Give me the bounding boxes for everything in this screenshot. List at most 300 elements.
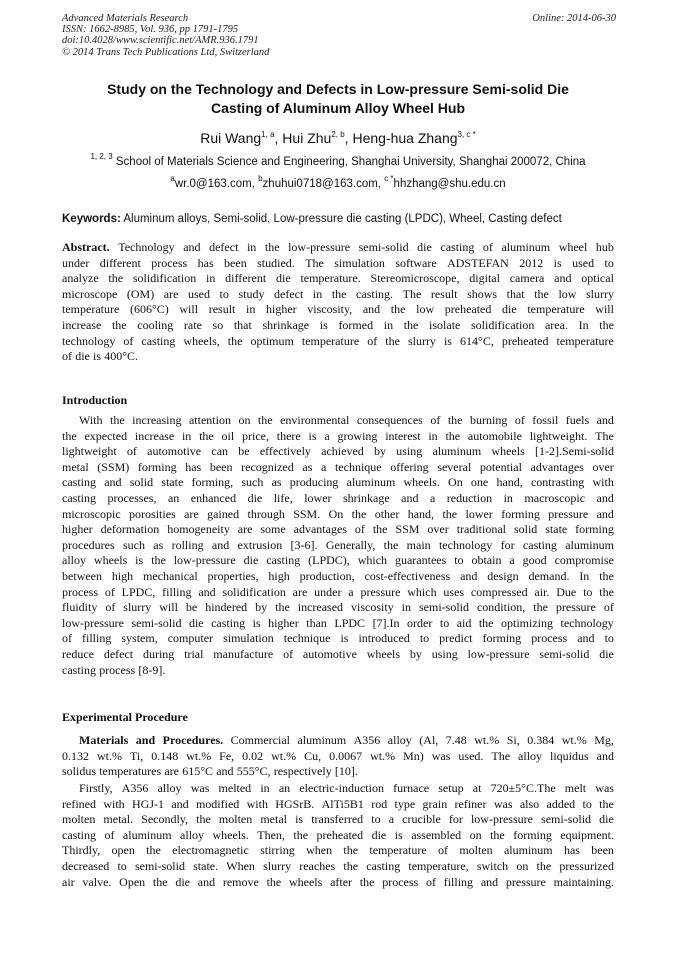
word: alloy (180, 827, 205, 842)
text-line (62, 475, 614, 491)
word: on (238, 413, 251, 427)
word: Abstract. (62, 240, 110, 254)
word: LPDC (334, 615, 366, 630)
word: when (306, 843, 333, 858)
word: the (151, 553, 166, 568)
word: achieved (321, 444, 364, 459)
word: grain (422, 796, 448, 811)
word: is (319, 317, 328, 332)
word: Commercial (230, 733, 290, 747)
author-sep: , (274, 130, 283, 146)
email-address[interactable]: zhuhui0718@163.com, (262, 178, 385, 190)
word: to (454, 553, 464, 568)
word: low-pressure (62, 615, 124, 630)
word: refined (62, 796, 96, 811)
word: preheated (501, 333, 549, 348)
word: will (179, 302, 199, 317)
word: the (196, 812, 211, 827)
word: LPDC, (121, 584, 156, 599)
word: forming (501, 506, 540, 521)
word: liquidus (550, 748, 589, 763)
word: be (238, 444, 250, 459)
word: solidus (62, 764, 97, 779)
text-line (62, 349, 614, 365)
text-line (62, 413, 614, 429)
text-line (62, 585, 614, 601)
word: remove (222, 874, 259, 889)
section-heading-experimental: Experimental Procedure (62, 710, 188, 724)
word: HGSrB. (275, 796, 315, 811)
word: forming, (191, 475, 234, 490)
word: hand, (496, 475, 523, 490)
word: the (108, 271, 124, 286)
word: with (246, 796, 268, 811)
word: that (506, 286, 525, 301)
word: temperature. (300, 271, 361, 286)
word: With (79, 413, 103, 427)
word: modified (195, 796, 240, 811)
word: molten (218, 812, 253, 827)
word: will (595, 302, 614, 317)
word: in (181, 428, 192, 443)
word: The (402, 286, 422, 301)
word: hub (595, 240, 614, 254)
word: Si, (506, 733, 520, 747)
online-date: Online: 2014-06-30 (532, 13, 616, 24)
word: the (199, 428, 214, 443)
word: temperature (556, 333, 614, 348)
word: type (394, 796, 416, 811)
word: of (514, 413, 525, 427)
word: slurry (123, 600, 152, 615)
word: casting (266, 553, 301, 568)
author-name: Rui Wang (200, 130, 262, 146)
text-line (62, 764, 614, 780)
word: homogeneity (167, 522, 230, 537)
word: a (509, 553, 515, 568)
word: (Al, (419, 733, 439, 747)
text-line (62, 875, 614, 891)
word: traditional (456, 522, 507, 537)
word: fuels (565, 413, 590, 427)
affiliation-text: School of Materials Science and Engineering, Shanghai University, Shanghai 200072, China (112, 156, 586, 168)
word: obtain (471, 553, 502, 568)
word: is (340, 631, 349, 646)
word: lightweight. (529, 428, 588, 443)
word: to (583, 584, 593, 599)
word: microscopic (62, 506, 121, 521)
word: the (62, 428, 77, 443)
journal-doi[interactable]: doi:10.4028/www.scientific.net/AMR.936.1791 (62, 35, 259, 47)
word: the (111, 317, 127, 332)
word: reduce (62, 646, 94, 661)
word: and (211, 537, 230, 552)
word: temperature (62, 302, 120, 317)
word: viscosity, (307, 302, 353, 317)
word: under (314, 584, 342, 599)
word: formed (338, 317, 374, 332)
word: metal. (103, 812, 134, 827)
title-line: Study on the Technology and Defects in Low-pressure Semi-solid Die (107, 81, 569, 97)
word: defect (274, 286, 304, 301)
word: to (371, 812, 381, 827)
word: was (190, 781, 210, 795)
word: die (502, 302, 517, 317)
word: die (599, 812, 614, 827)
word: casting (62, 475, 96, 490)
word: forming (575, 522, 614, 537)
word: 615°C (182, 764, 214, 779)
word: enhanced (190, 490, 237, 505)
word: wheels (366, 646, 401, 661)
word: environmental (280, 413, 350, 427)
word: 0.148 (151, 748, 179, 763)
word: in (205, 271, 216, 286)
introduction-paragraph (62, 413, 614, 678)
word: forming (513, 827, 552, 842)
word: process (151, 255, 188, 270)
word: [7].In (372, 615, 400, 630)
word: air. (534, 584, 550, 599)
word: Due (556, 584, 577, 599)
word: refiner (454, 796, 487, 811)
word: alloy (157, 781, 182, 795)
word: of (438, 843, 448, 858)
word: semi-solid (539, 646, 590, 661)
word: wt.% (370, 748, 396, 763)
word: casting (440, 240, 475, 254)
word: technology (438, 537, 493, 552)
word: system, (121, 631, 158, 646)
word: Stereomicroscope, (370, 271, 460, 286)
paper-title (62, 80, 614, 118)
word: the (264, 240, 280, 254)
word: forming (137, 459, 177, 474)
word: such (241, 475, 264, 490)
word: decreased (62, 858, 110, 873)
word: preheated (444, 302, 492, 317)
word: state (545, 522, 568, 537)
word: molten (459, 843, 493, 858)
word: technology (62, 333, 116, 348)
word: pressure (548, 506, 589, 521)
word: contrasting (530, 475, 585, 490)
word: forming (482, 631, 522, 646)
word: in (383, 317, 394, 332)
word: using (396, 444, 423, 459)
text-line (62, 491, 614, 507)
word: for (448, 812, 463, 827)
word: temperature (301, 333, 360, 348)
word: assembled (411, 827, 462, 842)
word: filling (82, 631, 112, 646)
word: used. (458, 748, 484, 763)
word: is (308, 428, 317, 443)
keywords-text: Aluminum alloys, Semi-solid, Low-pressure die casting (LPDC), Wheel, Casting defect (120, 213, 562, 225)
word: is (252, 615, 261, 630)
word: consequences (356, 413, 423, 427)
word: of (354, 522, 365, 537)
word: on (469, 827, 482, 842)
word: state. (193, 858, 219, 873)
word: are (184, 506, 199, 521)
word: melt (564, 781, 587, 795)
word: die (188, 615, 204, 630)
text-line (62, 843, 614, 859)
word: simulation (334, 255, 385, 270)
word: low-pressure (288, 240, 351, 254)
affiliation (62, 152, 614, 170)
word: wheels. (403, 475, 440, 490)
word: by (255, 600, 268, 615)
word: casting (141, 333, 176, 348)
word: advantages (530, 459, 584, 474)
word: crucible (402, 812, 441, 827)
text-line (62, 256, 614, 272)
word: aluminum (565, 537, 614, 552)
word: Mn) (403, 748, 424, 763)
text-line (62, 859, 614, 875)
word: setup (438, 781, 464, 795)
word: analyze (62, 271, 99, 286)
word: processes, (107, 490, 157, 505)
word: of (482, 240, 493, 254)
word: has (563, 843, 580, 858)
word: as (153, 537, 164, 552)
word: high (111, 568, 134, 583)
text-line (62, 302, 614, 318)
word: process (382, 874, 419, 889)
word: study (238, 286, 265, 301)
word: in (312, 286, 323, 301)
word: result (430, 286, 458, 301)
email-address[interactable]: wr.0@163.com, (174, 178, 259, 190)
word: which (357, 553, 388, 568)
word: and (198, 584, 216, 599)
word: the (447, 413, 463, 427)
word: casting (366, 858, 401, 873)
word: rolling (171, 537, 204, 552)
author-name: Heng-hua Zhang (352, 130, 458, 146)
text-line (62, 828, 614, 844)
word: (606°C) (129, 302, 169, 317)
word: computer (167, 631, 214, 646)
word: are (163, 286, 179, 301)
word: will (159, 600, 178, 615)
word: than (306, 615, 327, 630)
word: isolate (429, 317, 461, 332)
word: 0.384 (527, 733, 555, 747)
word: alloy (518, 748, 543, 763)
word: extrusion (237, 537, 283, 552)
word: of (62, 349, 72, 364)
word: recognized (241, 459, 294, 474)
journal-header (62, 13, 422, 58)
word: SSM (395, 522, 420, 537)
word: [3-6]. (290, 537, 318, 552)
word: of (104, 827, 115, 842)
word: When (226, 858, 255, 873)
word: is (93, 349, 102, 364)
word: can (211, 444, 229, 459)
word: was (595, 781, 614, 795)
word: a (348, 584, 354, 599)
word: ADSTEFAN (447, 255, 509, 270)
word: HGJ-1 (131, 796, 164, 811)
word: Materials (79, 733, 129, 747)
word: 2012 (519, 255, 544, 270)
word: 614°C, (460, 333, 494, 348)
word: added (546, 796, 576, 811)
word: lower (304, 490, 332, 505)
word: and (596, 506, 614, 521)
text-line (62, 781, 614, 797)
word: Generally, (325, 537, 376, 552)
word: electromagnetic (172, 843, 249, 858)
word: alloy (62, 553, 86, 568)
text-line (62, 631, 614, 647)
word: respectively (273, 764, 332, 779)
journal-copyright: © 2014 Trans Tech Publications Ltd, Switzerland (62, 46, 270, 58)
word: 0.02 (242, 748, 264, 763)
word: rod (371, 796, 388, 811)
word: during (142, 646, 175, 661)
word: condition, (476, 600, 526, 615)
word: are (292, 584, 308, 599)
text-line (62, 429, 614, 445)
word: for (500, 537, 515, 552)
journal-issn: ISSN: 1662-8985, Vol. 936, pp 1791-1795 (62, 24, 239, 36)
word: open (111, 843, 135, 858)
word: pressure (555, 600, 596, 615)
word: state (161, 475, 184, 490)
word: price, (242, 428, 269, 443)
word: mechanical (143, 568, 198, 583)
word: under (62, 255, 90, 270)
word: low-pressure (467, 646, 530, 661)
word: to (582, 796, 592, 811)
word: wt.% (186, 748, 212, 763)
word: and (362, 302, 381, 317)
word: the (343, 858, 359, 873)
word: to (604, 631, 614, 646)
word: of (62, 631, 72, 646)
word: over (592, 459, 614, 474)
word: wt.% (96, 748, 122, 763)
word: between (62, 568, 102, 583)
word: result (208, 302, 236, 317)
word: (SSM) (97, 459, 130, 474)
word: higher (268, 615, 299, 630)
word: solidification (222, 584, 286, 599)
word: several (437, 459, 472, 474)
author-sep: , (344, 130, 353, 146)
word: Technology (118, 240, 175, 254)
word: is (553, 255, 562, 270)
word: and (596, 413, 614, 427)
word: is (443, 333, 452, 348)
text-line (62, 507, 614, 523)
author-sup: 2, b (331, 130, 345, 139)
word: potential (479, 459, 522, 474)
word: properties, (207, 568, 259, 583)
word: casting. (356, 286, 394, 301)
word: On (448, 475, 463, 490)
word: optical (581, 271, 614, 286)
word: Fe, (219, 748, 235, 763)
word: of (104, 584, 115, 599)
word: been (591, 843, 614, 858)
word: metal (260, 812, 287, 827)
word: pressure (505, 874, 546, 889)
word: and (135, 733, 156, 747)
text-line (62, 522, 614, 538)
word: low (558, 286, 577, 301)
word: In (579, 568, 590, 583)
word: fossil (532, 413, 559, 427)
word: aid (456, 615, 472, 630)
word: digital (469, 271, 500, 286)
word: filling (162, 584, 192, 599)
word: camera (509, 271, 545, 286)
word: and (554, 271, 572, 286)
word: offering (390, 459, 429, 474)
word: viscosity (351, 600, 394, 615)
word: process (99, 662, 136, 677)
word: been (224, 255, 247, 270)
word: of (105, 600, 116, 615)
word: The (491, 748, 511, 763)
word: (LPDC), (308, 553, 350, 568)
word: wheels, (183, 333, 220, 348)
word: to (439, 615, 450, 630)
word: by (409, 646, 422, 661)
word: in (260, 781, 270, 795)
word: aluminum (346, 475, 396, 490)
word: in (503, 490, 513, 505)
word: 400°C. (104, 349, 139, 364)
word: life, (273, 490, 293, 505)
word: casting (62, 490, 96, 505)
word: was (493, 796, 513, 811)
word: shows (467, 286, 498, 301)
word: simulation (223, 631, 274, 646)
word: predict (439, 631, 473, 646)
word: of (603, 600, 614, 615)
word: wt.% (561, 733, 587, 747)
author-name: Hui Zhu (282, 130, 332, 146)
word: the (351, 506, 367, 521)
word: the (445, 428, 461, 443)
text-line (62, 444, 614, 460)
word: 555°C, (236, 764, 271, 779)
word: to (117, 858, 127, 873)
word: cooling (137, 317, 174, 332)
email-address[interactable]: hhzhang@shu.edu.cn (393, 178, 506, 190)
text-line (62, 647, 614, 663)
word: different (225, 271, 267, 286)
word: in (246, 302, 256, 317)
word: is (135, 553, 144, 568)
word: higher (62, 522, 93, 537)
word: solid (513, 522, 538, 537)
word: cost-effectiveness (364, 568, 451, 583)
word: in (428, 428, 438, 443)
word: of (430, 413, 441, 427)
word: process (531, 631, 568, 646)
word: compromise (554, 553, 614, 568)
word: reduction (446, 490, 493, 505)
